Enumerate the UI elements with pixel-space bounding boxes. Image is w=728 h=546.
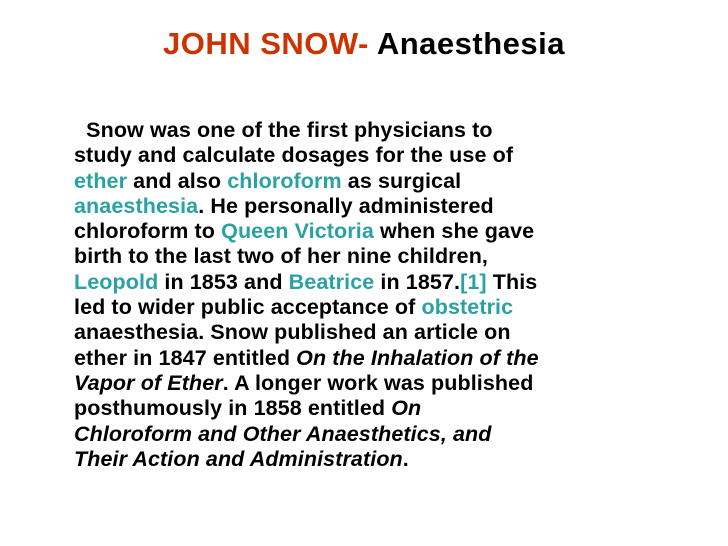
body-line	[74, 346, 698, 371]
body-line	[74, 295, 698, 320]
link-queen-victoria[interactable]: Queen Victoria	[221, 219, 374, 244]
body-line	[74, 447, 698, 472]
body-line	[74, 169, 698, 194]
link-beatrice[interactable]: Beatrice	[288, 269, 375, 294]
text-run: posthumously in 1858 entitled	[74, 396, 392, 421]
text-run: This	[486, 269, 538, 294]
text-run: in 1853 and	[158, 269, 289, 294]
link-anaesthesia[interactable]: anaesthesia	[74, 193, 199, 218]
text-run: when she gave	[373, 219, 535, 244]
body-line	[74, 422, 698, 447]
text-run: as surgical	[341, 168, 462, 193]
italic-title-run: On the Inhalation of the	[296, 345, 539, 370]
text-run: ether in 1847 entitled	[74, 345, 297, 370]
slide-title	[0, 24, 728, 64]
body-paragraph	[74, 118, 698, 472]
title-topic: Anaesthesia	[368, 26, 565, 61]
body-line	[74, 270, 698, 295]
text-run: chloroform to	[74, 219, 222, 244]
link-leopold[interactable]: Leopold	[74, 269, 159, 294]
title-name: JOHN SNOW-	[163, 26, 369, 61]
link-citation-1[interactable]: [1]	[460, 269, 487, 294]
text-run: . He personally administered	[198, 193, 494, 218]
text-run: in 1857.	[374, 269, 461, 294]
body-line	[74, 320, 698, 345]
text-run: Snow was one of the first physicians to	[74, 118, 493, 142]
text-run: study and calculate dosages for the use of	[74, 143, 514, 168]
italic-title-run: Chloroform and Other Anaesthetics, and	[74, 421, 492, 446]
body-line	[74, 396, 698, 421]
italic-title-run: Vapor of Ether	[74, 370, 223, 395]
body-line	[74, 118, 698, 143]
text-run: led to wider public acceptance of	[74, 295, 422, 320]
body-line	[74, 194, 698, 219]
text-run: and also	[127, 168, 228, 193]
text-run: birth to the last two of her nine children,	[74, 244, 489, 269]
link-chloroform[interactable]: chloroform	[227, 168, 342, 193]
body-line	[74, 371, 698, 396]
italic-title-run: On	[391, 396, 422, 421]
italic-title-run: Their Action and Administration	[74, 446, 403, 471]
text-run: anaesthesia. Snow published an article on	[74, 320, 511, 345]
link-ether[interactable]: ether	[74, 168, 128, 193]
link-obstetric[interactable]: obstetric	[421, 295, 514, 320]
text-run: . A longer work was published	[222, 370, 534, 395]
body-line	[74, 244, 698, 269]
text-run: .	[402, 446, 409, 471]
body-line	[74, 143, 698, 168]
body-line	[74, 219, 698, 244]
